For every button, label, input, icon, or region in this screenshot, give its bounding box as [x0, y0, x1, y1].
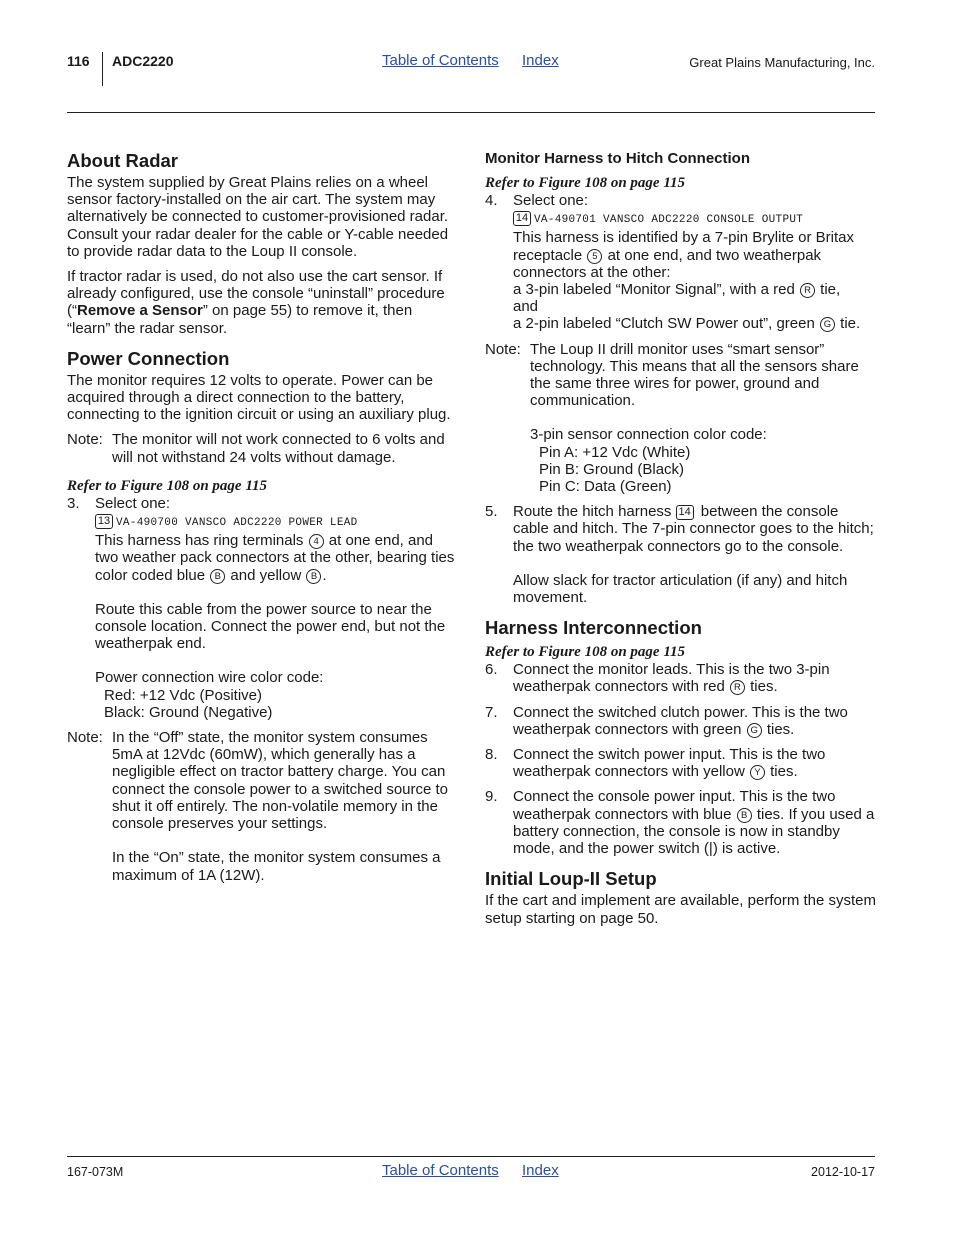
step-3	[67, 495, 459, 721]
power-note-1	[67, 431, 459, 465]
note-label: Note:	[67, 729, 103, 747]
text: tie,	[820, 281, 841, 299]
header-index-link[interactable]: Index	[522, 52, 559, 69]
text: Connect the switched clutch power. This is the two weatherpak connectors with green	[513, 703, 848, 738]
step-text	[513, 746, 877, 780]
note-text: In the “Off” state, the monitor system consumes 5mA at 12Vdc (60mW), which generally has a negligible effect on tractor battery charge. You can connect the console power to a switched source to shut it off entirely. The non-volatile memory in the console preserves your settings.	[112, 729, 449, 833]
doc-code: ADC2220	[112, 53, 174, 69]
step-text	[513, 661, 877, 695]
text: a 2-pin labeled “Clutch SW Power out”, green	[513, 315, 815, 333]
about-radar-paragraph-2	[67, 268, 459, 337]
text: Connect the monitor leads. This is the two 3-pin weatherpak connectors with red	[513, 661, 830, 696]
about-radar-heading: About Radar	[67, 150, 178, 171]
callout-circle: G	[820, 317, 835, 332]
text: This harness has ring terminals	[95, 532, 304, 550]
step-number: 5.	[485, 503, 498, 521]
text: ties.	[770, 763, 798, 781]
pin-c: Pin C: Data (Green)	[539, 478, 672, 496]
text: This harness is identified by a 7-pin Brylite or Britax receptacle	[513, 229, 854, 264]
company-name: Great Plains Manufacturing, Inc.	[689, 55, 875, 70]
callout-circle: B	[737, 808, 752, 823]
step-text	[513, 503, 877, 555]
step-number: 4.	[485, 192, 498, 209]
note-text: The monitor will not work connected to 6 volts and will not withstand 24 volts without damage.	[112, 431, 445, 466]
step-number: 3.	[67, 494, 80, 512]
text: and yellow	[230, 566, 302, 584]
text: Route the hitch harness	[513, 503, 672, 521]
power-paragraph: The monitor requires 12 volts to operate. Power can be acquired through a direct connection to the battery, connecting to the ignition circuit or using an auxiliary plug.	[67, 371, 451, 424]
part-number: 167-073M	[67, 1165, 124, 1179]
part-line	[513, 209, 877, 229]
step-number: 9.	[485, 788, 498, 806]
callout-circle: 4	[309, 534, 324, 549]
step-text	[513, 788, 877, 857]
callout-circle: 5	[587, 249, 602, 264]
remove-sensor-ref: Remove a Sensor	[77, 302, 203, 320]
note-label: Note:	[485, 340, 521, 358]
footer-toc-link[interactable]: Table of Contents	[382, 1162, 499, 1179]
harness-description	[513, 229, 877, 281]
step-5	[485, 503, 877, 606]
wire-code-title: Power connection wire color code:	[95, 669, 324, 687]
text: Connect the console power input. This is the two weatherpak connectors with blue	[513, 788, 836, 823]
step-4	[485, 192, 877, 333]
callout-box: 13	[95, 514, 113, 529]
part-code: VA-490700 VANSCO ADC2220 POWER LEAD	[116, 517, 358, 530]
note-text: The Loup II drill monitor uses “smart sensor” technology. This means that all the sensors share the same three wires for power, ground and communication.	[530, 340, 859, 410]
text: at one end, and two weather pack connectors at the other, bearing ties color coded blue	[95, 532, 455, 584]
power-note-2	[67, 729, 459, 884]
header-toc-link[interactable]: Table of Contents	[382, 52, 499, 69]
footer-index-link[interactable]: Index	[522, 1162, 559, 1179]
figure-reference: Refer to Figure 108 on page 115	[485, 644, 686, 661]
step-number: 7.	[485, 703, 498, 721]
harness-interconnection-heading: Harness Interconnection	[485, 617, 702, 639]
callout-box: 14	[676, 505, 694, 520]
step-9	[485, 788, 877, 857]
text: ” on page 55) to remove it, then “learn” the radar sensor.	[67, 302, 413, 337]
step-number: 6.	[485, 661, 498, 679]
step-6	[485, 661, 877, 695]
figure-reference: Refer to Figure 108 on page 115	[67, 477, 268, 494]
step-text: Select one:	[95, 494, 171, 512]
wire-red: Red: +12 Vdc (Positive)	[104, 686, 262, 704]
initial-setup-heading: Initial Loup-II Setup	[485, 868, 657, 890]
callout-circle: Y	[750, 765, 765, 780]
setup-paragraph: If the cart and implement are available, perform the system setup starting on page 50.	[485, 892, 877, 927]
note-text: In the “On” state, the monitor system consumes a maximum of 1A (12W).	[112, 849, 441, 884]
slack-text: Allow slack for tractor articulation (if any) and hitch movement.	[513, 571, 848, 607]
part-line	[95, 512, 459, 532]
text: ties.	[766, 720, 795, 738]
callout-box: 14	[513, 211, 531, 226]
callout-circle: B	[306, 569, 321, 584]
pin-code-title: 3-pin sensor connection color code:	[530, 426, 767, 444]
figure-reference: Refer to Figure 108 on page 115	[485, 175, 686, 191]
text: Connect the switch power input. This is the two weatherpak connectors with yellow	[513, 746, 826, 781]
callout-circle: R	[800, 283, 815, 298]
right-column	[485, 150, 877, 927]
step-8	[485, 746, 877, 780]
text: at one end, and two weatherpak connectors at the other:	[513, 246, 822, 281]
callout-circle: G	[747, 723, 762, 738]
wire-black: Black: Ground (Negative)	[104, 703, 273, 721]
text: tie.	[840, 315, 861, 333]
text: between the console cable and hitch. The 7-pin connector goes to the hitch; the two weatherpak connectors go to the console.	[513, 503, 874, 555]
three-pin-line	[513, 281, 877, 298]
step-number: 8.	[485, 746, 498, 764]
monitor-harness-heading: Monitor Harness to Hitch Connection	[485, 150, 751, 167]
text: .	[322, 566, 327, 584]
left-column	[67, 150, 459, 884]
page-number: 116	[67, 53, 90, 69]
and-line: and	[513, 298, 539, 316]
callout-circle: R	[730, 680, 745, 695]
footer-rule	[67, 1156, 875, 1157]
part-code: VA-490701 VANSCO ADC2220 CONSOLE OUTPUT	[534, 214, 804, 227]
callout-circle: B	[210, 569, 225, 584]
text: If tractor radar is used, do not also use the cart sensor. If already configured, use the console “uninstall” procedure (“	[67, 268, 445, 320]
pin-a: Pin A: +12 Vdc (White)	[539, 443, 691, 461]
monitor-note	[485, 341, 877, 496]
power-connection-heading: Power Connection	[67, 347, 230, 369]
footer-date: 2012-10-17	[811, 1165, 875, 1179]
header-divider	[102, 52, 103, 86]
text: a 3-pin labeled “Monitor Signal”, with a red	[513, 281, 795, 299]
header-rule	[67, 112, 875, 113]
route-text: Route this cable from the power source to near the console location. Connect the power end, but not the weatherpak end.	[95, 600, 446, 653]
step-7	[485, 704, 877, 738]
harness-description	[95, 532, 459, 584]
text: ties.	[750, 678, 778, 696]
about-radar-paragraph-1: The system supplied by Great Plains relies on a wheel sensor factory-installed on the air cart. The system may alternatively be connected to customer-provisioned radar. Consult your radar dealer for the cable or Y-cable needed to provide radar data to the Loup II console.	[67, 174, 449, 260]
pin-b: Pin B: Ground (Black)	[539, 460, 685, 478]
step-text	[513, 704, 877, 738]
two-pin-line	[513, 315, 877, 332]
step-text: Select one:	[513, 192, 589, 209]
text: ties. If you used a battery connection, the console is now in standby mode, and the power switch (|) is active.	[513, 805, 875, 858]
note-label: Note:	[67, 431, 103, 449]
